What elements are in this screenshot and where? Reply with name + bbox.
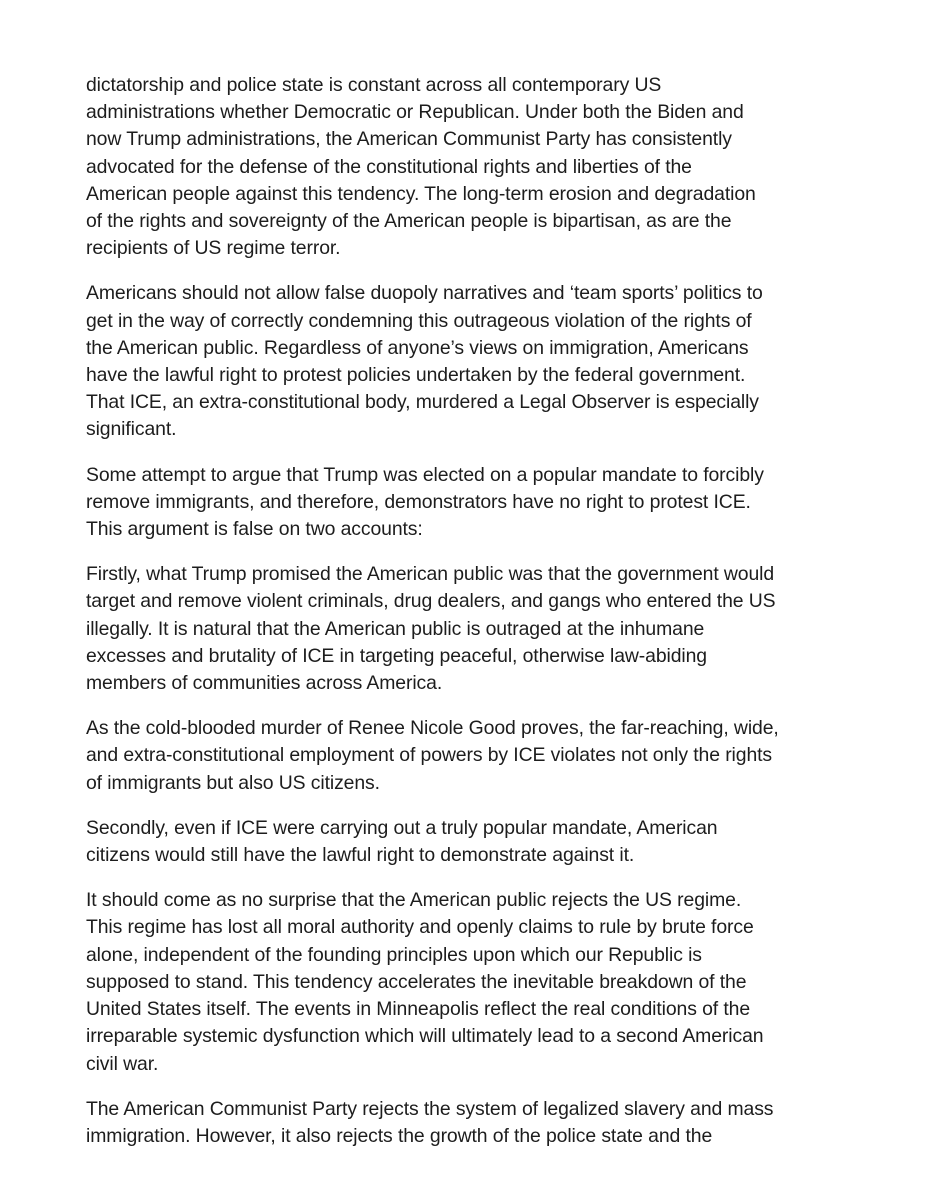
text-line: It should come as no surprise that the American public rejects the US regime. bbox=[86, 889, 742, 912]
paragraph-1 bbox=[86, 72, 856, 262]
text-line: the American public. Regardless of anyone’s views on immigration, Americans bbox=[86, 336, 749, 359]
text-line: of the rights and sovereignty of the American people is bipartisan, as are the bbox=[86, 210, 732, 233]
text-line: and extra-constitutional employment of powers by ICE violates not only the rights bbox=[86, 744, 773, 767]
text-line: As the cold-blooded murder of Renee Nicole Good proves, the far-reaching, wide, bbox=[86, 717, 779, 740]
text-line: significant. bbox=[86, 418, 177, 441]
text-line: irreparable systemic dysfunction which will ultimately lead to a second American bbox=[86, 1025, 764, 1048]
document-page bbox=[86, 72, 856, 1168]
text-line: The American Communist Party rejects the system of legalized slavery and mass bbox=[86, 1097, 774, 1120]
text-line: American people against this tendency. The long-term erosion and degradation bbox=[86, 182, 756, 205]
text-line: administrations whether Democratic or Republican. Under both the Biden and bbox=[86, 101, 744, 124]
text-line: now Trump administrations, the American Communist Party has consistently bbox=[86, 128, 732, 151]
text-line: target and remove violent criminals, drug dealers, and gangs who entered the US bbox=[86, 590, 776, 613]
text-line: of immigrants but also US citizens. bbox=[86, 771, 380, 794]
paragraph-8 bbox=[86, 1096, 856, 1150]
text-line: get in the way of correctly condemning this outrageous violation of the rights of bbox=[86, 309, 752, 332]
paragraph-4 bbox=[86, 561, 856, 697]
text-line: illegally. It is natural that the American public is outraged at the inhumane bbox=[86, 617, 705, 640]
text-line: citizens would still have the lawful right to demonstrate against it. bbox=[86, 844, 635, 867]
paragraph-5 bbox=[86, 715, 856, 797]
text-line: Secondly, even if ICE were carrying out a truly popular mandate, American bbox=[86, 816, 718, 839]
text-line: have the lawful right to protest policies undertaken by the federal government. bbox=[86, 364, 746, 387]
text-line: Firstly, what Trump promised the American public was that the government would bbox=[86, 563, 775, 586]
text-line: United States itself. The events in Minneapolis reflect the real conditions of the bbox=[86, 998, 751, 1021]
text-line: immigration. However, it also rejects the growth of the police state and the bbox=[86, 1124, 713, 1147]
paragraph-7 bbox=[86, 887, 856, 1077]
text-line: alone, independent of the founding principles upon which our Republic is bbox=[86, 943, 702, 966]
text-line: Americans should not allow false duopoly narratives and ‘team sports’ politics to bbox=[86, 282, 763, 305]
text-line: advocated for the defense of the constitutional rights and liberties of the bbox=[86, 155, 692, 178]
paragraph-6 bbox=[86, 815, 856, 869]
text-line: excesses and brutality of ICE in targeting peaceful, otherwise law-abiding bbox=[86, 644, 707, 667]
paragraph-3 bbox=[86, 462, 856, 544]
text-line: civil war. bbox=[86, 1052, 159, 1075]
text-line: That ICE, an extra-constitutional body, murdered a Legal Observer is especially bbox=[86, 391, 759, 414]
text-line: recipients of US regime terror. bbox=[86, 237, 341, 260]
text-line: members of communities across America. bbox=[86, 672, 443, 695]
text-line: supposed to stand. This tendency accelerates the inevitable breakdown of the bbox=[86, 970, 747, 993]
text-line: dictatorship and police state is constant across all contemporary US bbox=[86, 74, 662, 96]
text-line: Some attempt to argue that Trump was elected on a popular mandate to forcibly bbox=[86, 463, 764, 486]
text-line: This argument is false on two accounts: bbox=[86, 518, 423, 541]
text-line: remove immigrants, and therefore, demonstrators have no right to protest ICE. bbox=[86, 490, 751, 513]
text-line: This regime has lost all moral authority and openly claims to rule by brute force bbox=[86, 916, 754, 939]
paragraph-2 bbox=[86, 280, 856, 443]
